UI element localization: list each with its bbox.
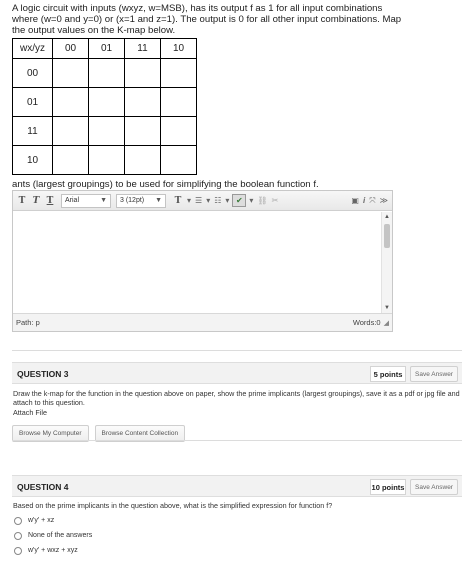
kmap-cell [125, 88, 161, 117]
radio-button[interactable] [14, 517, 22, 525]
kmap-cell [161, 117, 197, 146]
question-4-header [12, 475, 462, 497]
chevron-down-icon[interactable]: ▾ [249, 196, 254, 205]
answer-option[interactable]: w'y' + xz [12, 513, 462, 528]
editor-wordcount-wrap [353, 318, 389, 327]
question-3-header [12, 362, 462, 384]
info-icon[interactable]: i [362, 196, 366, 205]
kmap-col-header: 11 [125, 39, 161, 59]
kmap-cell [161, 59, 197, 88]
preview-icon[interactable]: ▣ [351, 196, 359, 205]
divider [12, 440, 462, 441]
kmap-col-header: 10 [161, 39, 197, 59]
question-3-block [12, 362, 462, 442]
question-3-save-button[interactable]: Save Answer [410, 366, 458, 382]
answer-options [12, 513, 462, 558]
editor-path: Path: p [16, 318, 40, 327]
collapse-icon[interactable]: ≫ [379, 196, 388, 205]
chevron-down-icon[interactable]: ▾ [187, 196, 192, 205]
kmap-corner-label: wx/yz [13, 39, 53, 59]
scrollbar-thumb[interactable] [384, 224, 390, 248]
browse-content-collection-button[interactable]: Browse Content Collection [95, 425, 186, 442]
question-3-title: QUESTION 3 [17, 369, 69, 379]
question-4-title: QUESTION 4 [17, 482, 69, 492]
editor-scrollbar[interactable] [381, 212, 392, 313]
text-color-icon[interactable]: T [174, 195, 182, 206]
editor-text-area[interactable] [13, 212, 381, 313]
kmap-cell [89, 88, 125, 117]
chevron-down-icon: ▼ [100, 197, 107, 204]
numbered-list-icon[interactable]: ☷ [214, 196, 222, 205]
scroll-down-icon[interactable]: ▼ [384, 305, 390, 311]
kmap-col-header: 00 [53, 39, 89, 59]
kmap-cell [53, 59, 89, 88]
kmap-cell [53, 88, 89, 117]
rich-text-editor [12, 190, 393, 332]
bullet-list-icon[interactable]: ☰ [195, 196, 203, 205]
kmap-cell [53, 117, 89, 146]
chevron-down-icon[interactable]: ▾ [225, 196, 230, 205]
kmap-cell [89, 59, 125, 88]
scroll-up-icon[interactable]: ▲ [384, 214, 390, 220]
divider [12, 350, 462, 351]
kmap-row-header: 10 [13, 146, 53, 175]
kmap-cell [161, 88, 197, 117]
italic-t-icon[interactable]: T [32, 195, 40, 206]
kmap-col-header: 01 [89, 39, 125, 59]
question-4-text: Based on the prime implicants in the question above, what is the simplified expression for function f? [13, 501, 333, 510]
question-3-text: Draw the k-map for the function in the question above on paper, show the prime implicants (largest groupings), save it as a pdf or jpg file and attach to this question. [13, 389, 460, 407]
radio-button[interactable] [14, 547, 22, 555]
font-family-select[interactable]: Arial ▼ [61, 194, 111, 208]
bold-t-icon[interactable]: T [18, 195, 26, 206]
question-3-points: 5 points [370, 366, 406, 382]
kmap-cell [125, 146, 161, 175]
question-tail-text: ants (largest groupings) to be used for simplifying the boolean function f. [12, 179, 319, 190]
kmap-row-header: 01 [13, 88, 53, 117]
resize-handle-icon[interactable]: ◢ [383, 320, 389, 327]
link-icon[interactable]: ⛓ [257, 196, 268, 205]
kmap-table [12, 38, 197, 175]
attach-file-label: Attach File [13, 408, 47, 417]
underline-t-icon[interactable]: T [46, 195, 54, 206]
answer-option[interactable]: None of the answers [12, 528, 462, 543]
kmap-cell [161, 146, 197, 175]
kmap-row-header: 11 [13, 117, 53, 146]
unlink-icon[interactable]: ✂ [271, 196, 279, 205]
kmap-cell [125, 59, 161, 88]
question-4-block [12, 475, 462, 558]
question-4-points: 10 points [370, 479, 406, 495]
editor-statusbar [13, 313, 392, 331]
kmap-row-header: 00 [13, 59, 53, 88]
kmap-cell [53, 146, 89, 175]
font-size-select[interactable]: 3 (12pt) ▼ [116, 194, 166, 208]
radio-button[interactable] [14, 532, 22, 540]
browse-my-computer-button[interactable]: Browse My Computer [12, 425, 89, 442]
kmap-cell [89, 117, 125, 146]
question-4-save-button[interactable]: Save Answer [410, 479, 458, 495]
editor-toolbar [13, 191, 392, 211]
fullscreen-icon[interactable]: ⤧ [369, 195, 376, 205]
attach-buttons [12, 422, 462, 442]
answer-option[interactable]: w'y' + wxz + xyz [12, 543, 462, 558]
kmap-cell [125, 117, 161, 146]
editor-wordcount: Words:0 [352, 318, 381, 327]
spellcheck-icon[interactable]: ✔ [232, 194, 246, 207]
kmap-cell [89, 146, 125, 175]
chevron-down-icon: ▼ [155, 197, 162, 204]
question-text: A logic circuit with inputs (wxyz, w=MSB), has its output f as 1 for all input combinations where (w=0 and y=0) or (x=1 and z=1). The output is 0 for all other input combinations. Map the output values on the K-map below. [12, 3, 402, 36]
chevron-down-icon[interactable]: ▾ [206, 196, 211, 205]
